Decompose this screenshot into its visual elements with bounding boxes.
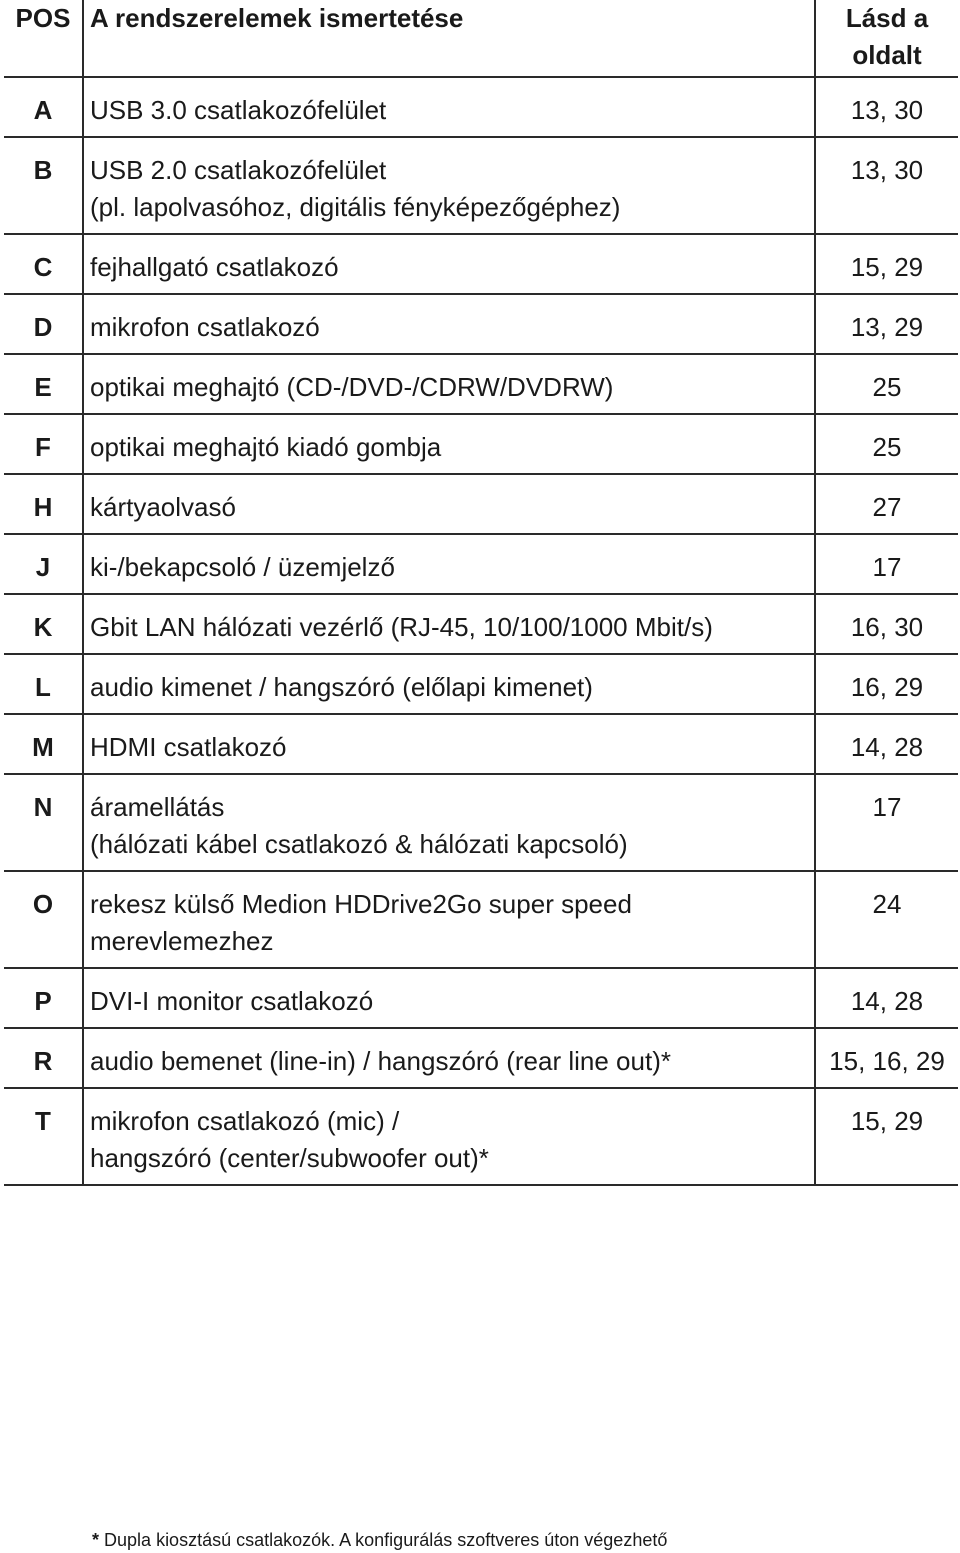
row-description: Gbit LAN hálózati vezérlő (RJ-45, 10/100/1000 Mbit/s) bbox=[82, 595, 816, 653]
row-description: rekesz külső Medion HDDrive2Go super speed merevlemezhez bbox=[82, 872, 816, 967]
table-row bbox=[4, 78, 958, 138]
row-pos: A bbox=[33, 95, 53, 125]
row-description: áramellátás (hálózati kábel csatlakozó & hálózati kapcsoló) bbox=[82, 775, 816, 870]
row-pos: N bbox=[33, 792, 53, 822]
row-pos: P bbox=[34, 986, 52, 1016]
row-page: 25 bbox=[872, 372, 902, 402]
row-pos: M bbox=[32, 732, 54, 762]
row-page: 14, 28 bbox=[850, 732, 924, 762]
row-page: 16, 30 bbox=[850, 612, 924, 642]
row-pos: R bbox=[33, 1046, 53, 1076]
table-header-row bbox=[4, 0, 958, 78]
row-pos: K bbox=[33, 612, 53, 642]
row-page: 24 bbox=[872, 889, 902, 919]
row-pos: E bbox=[34, 372, 52, 402]
row-description: fejhallgató csatlakozó bbox=[82, 235, 816, 293]
table-row bbox=[4, 415, 958, 475]
row-page: 13, 29 bbox=[850, 312, 924, 342]
footnote bbox=[92, 1528, 667, 1552]
row-page: 15, 29 bbox=[850, 1106, 924, 1136]
row-description: ki-/bekapcsoló / üzemjelző bbox=[82, 535, 816, 593]
row-description: optikai meghajtó kiadó gombja bbox=[82, 415, 816, 473]
table-row bbox=[4, 355, 958, 415]
row-page: 17 bbox=[872, 552, 902, 582]
row-pos: H bbox=[33, 492, 53, 522]
footnote-text: Dupla kiosztású csatlakozók. A konfigurálás szoftveres úton végezhető bbox=[104, 1530, 668, 1550]
table-row bbox=[4, 655, 958, 715]
row-page: 14, 28 bbox=[850, 986, 924, 1016]
table-row bbox=[4, 715, 958, 775]
table-row bbox=[4, 595, 958, 655]
row-page: 27 bbox=[872, 492, 902, 522]
table-row bbox=[4, 535, 958, 595]
row-pos: F bbox=[35, 432, 51, 462]
row-page: 25 bbox=[872, 432, 902, 462]
row-description: HDMI csatlakozó bbox=[82, 715, 816, 773]
row-pos: T bbox=[35, 1106, 51, 1136]
row-pos: B bbox=[33, 155, 53, 185]
table-row bbox=[4, 1029, 958, 1089]
components-table bbox=[4, 0, 958, 1186]
row-pos: L bbox=[35, 672, 51, 702]
row-pos: C bbox=[33, 252, 53, 282]
table-row bbox=[4, 775, 958, 872]
table-row bbox=[4, 1089, 958, 1186]
row-pos: O bbox=[32, 889, 54, 919]
header-description: A rendszerelemek ismertetése bbox=[82, 0, 816, 76]
row-page: 15, 29 bbox=[850, 252, 924, 282]
row-description: kártyaolvasó bbox=[82, 475, 816, 533]
table-row bbox=[4, 475, 958, 535]
row-page: 17 bbox=[872, 792, 902, 822]
table-row bbox=[4, 872, 958, 969]
row-description: audio kimenet / hangszóró (előlapi kimenet) bbox=[82, 655, 816, 713]
header-page: Lásd a oldalt bbox=[845, 3, 929, 70]
table-row bbox=[4, 295, 958, 355]
header-pos: POS bbox=[15, 3, 71, 33]
row-page: 13, 30 bbox=[850, 95, 924, 125]
row-page: 16, 29 bbox=[850, 672, 924, 702]
row-description: USB 2.0 csatlakozófelület (pl. lapolvasóhoz, digitális fényképezőgéphez) bbox=[82, 138, 816, 233]
table-row bbox=[4, 138, 958, 235]
row-pos: D bbox=[33, 312, 53, 342]
row-description: USB 3.0 csatlakozófelület bbox=[82, 78, 816, 136]
row-description: audio bemenet (line-in) / hangszóró (rear line out)* bbox=[82, 1029, 816, 1087]
row-description: mikrofon csatlakozó bbox=[82, 295, 816, 353]
row-page: 13, 30 bbox=[850, 155, 924, 185]
row-pos: J bbox=[35, 552, 51, 582]
footnote-marker: * bbox=[92, 1530, 100, 1550]
row-description: optikai meghajtó (CD-/DVD-/CDRW/DVDRW) bbox=[82, 355, 816, 413]
row-page: 15, 16, 29 bbox=[829, 1046, 945, 1076]
row-description: mikrofon csatlakozó (mic) / hangszóró (center/subwoofer out)* bbox=[82, 1089, 816, 1184]
row-description: DVI-I monitor csatlakozó bbox=[82, 969, 816, 1027]
table-row bbox=[4, 969, 958, 1029]
table-row bbox=[4, 235, 958, 295]
